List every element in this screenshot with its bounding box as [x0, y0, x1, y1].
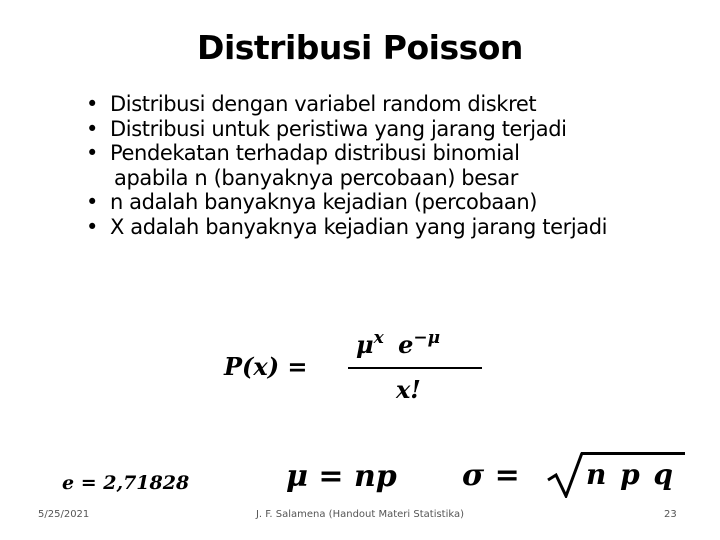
sigma-radicand: n p q [586, 458, 676, 491]
slide-title: Distribusi Poisson [197, 28, 523, 67]
mean-formula: μ = np [286, 459, 397, 494]
bullet-list [86, 92, 716, 239]
footer-source: J. F. Salamena (Handout Materi Statistika) [255, 509, 465, 520]
footer-page-number: 23 [664, 509, 677, 520]
formula-denominator: x! [396, 375, 421, 404]
formula-lhs: P(x) = [224, 352, 308, 381]
bullet-item [86, 141, 716, 190]
bullet-text: n adalah banyaknya kejadian (percobaan) [110, 190, 538, 214]
bullet-item [86, 117, 716, 142]
bullet-text: Distribusi dengan variabel random diskret [110, 92, 537, 116]
bullet-dot: • [86, 92, 98, 116]
poisson-formula [224, 330, 494, 410]
bullet-text: Distribusi untuk peristiwa yang jarang terjadi [110, 116, 567, 141]
numerator-e-exponent: −μ [413, 328, 441, 348]
bullet-text: X adalah banyaknya kejadian yang jarang terjadi [110, 214, 608, 239]
numerator-mu: μ [356, 330, 374, 359]
radical-sign-icon [546, 448, 586, 498]
fraction-bar [348, 367, 482, 369]
bullet-continuation: apabila n (banyaknya percobaan) besar [114, 165, 518, 190]
bullet-dot: • [86, 214, 98, 239]
sigma-lhs: σ = [462, 458, 520, 493]
footer-date: 5/25/2021 [38, 509, 90, 520]
bullet-dot: • [86, 190, 98, 214]
numerator-e: e [398, 330, 414, 359]
bullet-item [86, 215, 716, 240]
numerator-mu-exponent: x [373, 328, 384, 348]
bullet-dot: • [86, 141, 98, 165]
bullet-item [86, 92, 716, 117]
radical-bar [581, 452, 685, 455]
formula-numerator [356, 330, 440, 359]
std-dev-formula [462, 448, 692, 498]
bullet-dot: • [86, 116, 98, 141]
e-value: e = 2,71828 [62, 472, 190, 494]
bullet-text: Pendekatan terhadap distribusi binomial [110, 141, 520, 165]
bullet-item [86, 190, 716, 215]
